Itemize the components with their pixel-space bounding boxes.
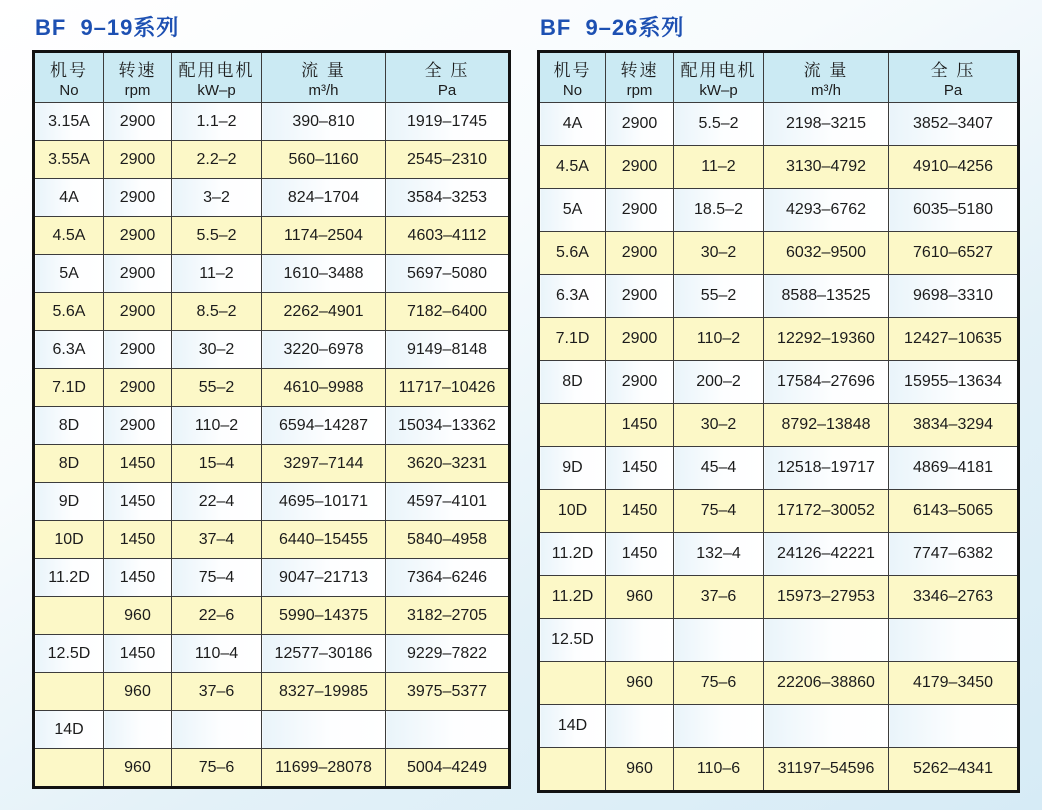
table-cell: 4293–6762 [764, 189, 889, 232]
table-cell: 4179–3450 [889, 662, 1019, 705]
table-cell: 1450 [104, 521, 172, 559]
table-cell: 4A [34, 179, 104, 217]
table-cell: 2900 [606, 146, 674, 189]
table-cell: 30–2 [172, 331, 262, 369]
table-cell: 5840–4958 [386, 521, 510, 559]
table-row [34, 331, 510, 369]
table-cell: 30–2 [674, 404, 764, 447]
table-cell: 1450 [104, 483, 172, 521]
table-cell: 12292–19360 [764, 318, 889, 361]
table-cell: 37–4 [172, 521, 262, 559]
table-cell: 960 [104, 673, 172, 711]
table-cell: 4603–4112 [386, 217, 510, 255]
table-cell: 14D [539, 705, 606, 748]
table-cell [34, 597, 104, 635]
table-row [539, 189, 1019, 232]
table-cell: 5.5–2 [674, 103, 764, 146]
table-cell: 1450 [606, 490, 674, 533]
table-cell: 6440–15455 [262, 521, 386, 559]
table-cell [889, 619, 1019, 662]
table-cell: 45–4 [674, 447, 764, 490]
header-row [34, 52, 510, 103]
header-row [539, 52, 1019, 103]
table-cell: 31197–54596 [764, 748, 889, 792]
table-cell: 3182–2705 [386, 597, 510, 635]
column-header-rpm [606, 52, 674, 103]
table-cell: 3975–5377 [386, 673, 510, 711]
table-cell: 3620–3231 [386, 445, 510, 483]
table-cell: 6.3A [539, 275, 606, 318]
table-cell: 3.15A [34, 103, 104, 141]
table-cell: 2900 [104, 255, 172, 293]
table-cell [104, 711, 172, 749]
table-cell: 3346–2763 [889, 576, 1019, 619]
table-cell [34, 749, 104, 788]
column-header-label-cn: 机号 [50, 61, 88, 80]
table-row [34, 711, 510, 749]
table-cell: 2900 [606, 103, 674, 146]
table-body [34, 103, 510, 788]
table-cell: 2900 [606, 318, 674, 361]
table-cell: 4695–10171 [262, 483, 386, 521]
table-cell: 960 [104, 749, 172, 788]
table-cell: 3297–7144 [262, 445, 386, 483]
table-cell: 1450 [104, 445, 172, 483]
table-cell: 2262–4901 [262, 293, 386, 331]
table-row [34, 445, 510, 483]
spec-table-bf9-19 [32, 50, 511, 789]
table-cell: 1610–3488 [262, 255, 386, 293]
column-header-m-h [262, 52, 386, 103]
table-cell: 5697–5080 [386, 255, 510, 293]
table-cell: 1.1–2 [172, 103, 262, 141]
table-cell: 7.1D [539, 318, 606, 361]
spec-table-bf9-26 [537, 50, 1020, 793]
table-cell: 9229–7822 [386, 635, 510, 673]
table-cell: 5.5–2 [172, 217, 262, 255]
table-cell: 132–4 [674, 533, 764, 576]
table-cell: 4597–4101 [386, 483, 510, 521]
table-cell: 110–4 [172, 635, 262, 673]
table-row [34, 103, 510, 141]
table-cell: 11.2D [539, 576, 606, 619]
table-cell: 22206–38860 [764, 662, 889, 705]
table-row [34, 369, 510, 407]
table-cell: 14D [34, 711, 104, 749]
column-header-label-cn: 配用电机 [680, 61, 757, 80]
table-row [34, 635, 510, 673]
table-cell: 11.2D [539, 533, 606, 576]
table-cell [386, 711, 510, 749]
table-row [539, 275, 1019, 318]
table-cell: 30–2 [674, 232, 764, 275]
table-cell: 2198–3215 [764, 103, 889, 146]
table-cell [674, 619, 764, 662]
table-row [539, 705, 1019, 748]
table-cell: 9149–8148 [386, 331, 510, 369]
table-row [34, 749, 510, 788]
column-header-label-unit: Pa [943, 82, 963, 99]
table-header [34, 52, 510, 103]
series-section-bf9-19 [32, 11, 511, 793]
table-cell: 11–2 [172, 255, 262, 293]
column-header-rpm [104, 52, 172, 103]
table-cell: 12518–19717 [764, 447, 889, 490]
table-cell [764, 705, 889, 748]
table-row [34, 217, 510, 255]
column-header-no [34, 52, 104, 103]
table-cell: 8792–13848 [764, 404, 889, 447]
table-cell: 37–6 [172, 673, 262, 711]
series-title-bf9-26: BF 9–26系列 [540, 15, 685, 40]
table-row [539, 447, 1019, 490]
table-row [539, 146, 1019, 189]
table-row [34, 673, 510, 711]
table-cell: 5004–4249 [386, 749, 510, 788]
table-cell: 824–1704 [262, 179, 386, 217]
table-cell: 200–2 [674, 361, 764, 404]
table-cell: 4.5A [34, 217, 104, 255]
table-cell: 4A [539, 103, 606, 146]
column-header-label-unit: No [59, 82, 79, 99]
table-cell: 17584–27696 [764, 361, 889, 404]
table-cell: 1919–1745 [386, 103, 510, 141]
column-header-label-unit: Pa [437, 82, 457, 99]
table-cell: 2900 [104, 369, 172, 407]
column-header-m-h [764, 52, 889, 103]
table-row [34, 179, 510, 217]
table-cell: 37–6 [674, 576, 764, 619]
table-cell [889, 705, 1019, 748]
table-cell: 9D [34, 483, 104, 521]
table-cell: 2900 [606, 189, 674, 232]
table-cell: 11–2 [674, 146, 764, 189]
table-cell: 11699–28078 [262, 749, 386, 788]
column-header-label-unit: m³/h [811, 82, 841, 99]
table-cell [262, 711, 386, 749]
table-cell [539, 404, 606, 447]
table-cell: 2900 [606, 361, 674, 404]
table-row [539, 361, 1019, 404]
table-cell: 9047–21713 [262, 559, 386, 597]
table-cell [674, 705, 764, 748]
table-cell: 12.5D [539, 619, 606, 662]
table-cell: 75–6 [674, 662, 764, 705]
table-cell: 1450 [606, 404, 674, 447]
series-section-bf9-26 [537, 11, 1020, 793]
column-header-kw-p [674, 52, 764, 103]
table-cell: 75–4 [674, 490, 764, 533]
column-header-label-unit: rpm [124, 82, 151, 99]
table-cell: 110–2 [674, 318, 764, 361]
table-cell: 2900 [104, 141, 172, 179]
table-body [539, 103, 1019, 792]
table-cell: 7610–6527 [889, 232, 1019, 275]
table-cell: 8D [34, 445, 104, 483]
column-header-label-unit: No [562, 82, 583, 99]
table-cell: 960 [606, 662, 674, 705]
table-cell: 6594–14287 [262, 407, 386, 445]
table-cell: 18.5–2 [674, 189, 764, 232]
table-cell: 8.5–2 [172, 293, 262, 331]
table-cell: 4.5A [539, 146, 606, 189]
table-cell: 3–2 [172, 179, 262, 217]
table-cell: 1450 [606, 533, 674, 576]
table-cell: 2900 [104, 179, 172, 217]
table-cell: 2900 [606, 232, 674, 275]
table-row [539, 103, 1019, 146]
table-row [34, 521, 510, 559]
table-cell: 22–6 [172, 597, 262, 635]
table-cell: 2900 [104, 331, 172, 369]
table-cell: 1174–2504 [262, 217, 386, 255]
table-cell: 5262–4341 [889, 748, 1019, 792]
table-row [539, 576, 1019, 619]
table-cell: 560–1160 [262, 141, 386, 179]
table-cell: 9698–3310 [889, 275, 1019, 318]
table-row [539, 490, 1019, 533]
table-cell: 110–2 [172, 407, 262, 445]
table-cell [606, 705, 674, 748]
table-cell: 390–810 [262, 103, 386, 141]
table-cell: 5A [539, 189, 606, 232]
table-cell: 6.3A [34, 331, 104, 369]
table-header [539, 52, 1019, 103]
table-cell [539, 662, 606, 705]
table-cell: 15034–13362 [386, 407, 510, 445]
column-header-label-cn: 全 压 [424, 61, 470, 80]
table-row [34, 597, 510, 635]
column-header-no [539, 52, 606, 103]
column-header-label-unit: kW–p [699, 82, 738, 99]
column-header-label-unit: kW–p [197, 82, 236, 99]
table-cell: 12427–10635 [889, 318, 1019, 361]
table-row [539, 662, 1019, 705]
table-row [539, 619, 1019, 662]
table-cell: 3220–6978 [262, 331, 386, 369]
table-cell: 10D [34, 521, 104, 559]
column-header-pa [386, 52, 510, 103]
table-cell: 10D [539, 490, 606, 533]
table-cell [34, 673, 104, 711]
table-cell: 3584–3253 [386, 179, 510, 217]
table-cell: 12.5D [34, 635, 104, 673]
table-cell: 2900 [104, 103, 172, 141]
column-header-label-cn: 机号 [553, 61, 592, 80]
table-cell: 960 [606, 576, 674, 619]
table-row [34, 293, 510, 331]
table-row [539, 748, 1019, 792]
table-cell: 24126–42221 [764, 533, 889, 576]
series-title-bf9-19: BF 9–19系列 [35, 15, 180, 40]
table-cell: 7364–6246 [386, 559, 510, 597]
table-cell: 15973–27953 [764, 576, 889, 619]
table-cell: 1450 [606, 447, 674, 490]
table-row [34, 407, 510, 445]
table-cell [539, 748, 606, 792]
table-cell: 5.6A [34, 293, 104, 331]
table-cell: 3.55A [34, 141, 104, 179]
table-cell: 7182–6400 [386, 293, 510, 331]
table-cell: 5990–14375 [262, 597, 386, 635]
table-cell: 1450 [104, 559, 172, 597]
table-cell: 8327–19985 [262, 673, 386, 711]
table-row [539, 318, 1019, 361]
table-cell: 6035–5180 [889, 189, 1019, 232]
table-cell: 4869–4181 [889, 447, 1019, 490]
column-header-kw-p [172, 52, 262, 103]
column-header-label-unit: m³/h [308, 82, 339, 99]
table-cell [606, 619, 674, 662]
table-cell: 22–4 [172, 483, 262, 521]
table-cell: 55–2 [172, 369, 262, 407]
table-cell: 2545–2310 [386, 141, 510, 179]
table-cell: 6032–9500 [764, 232, 889, 275]
table-cell: 1450 [104, 635, 172, 673]
table-cell: 2.2–2 [172, 141, 262, 179]
table-cell: 7.1D [34, 369, 104, 407]
table-row [539, 533, 1019, 576]
column-header-label-cn: 配用电机 [178, 61, 255, 80]
table-cell: 5.6A [539, 232, 606, 275]
table-cell: 2900 [104, 407, 172, 445]
table-cell [172, 711, 262, 749]
table-cell: 2900 [104, 293, 172, 331]
column-header-label-cn: 转速 [118, 61, 157, 80]
column-header-label-cn: 流 量 [301, 61, 346, 80]
table-cell: 110–6 [674, 748, 764, 792]
table-cell [764, 619, 889, 662]
table-cell: 5A [34, 255, 104, 293]
column-header-label-cn: 流 量 [803, 61, 849, 80]
table-cell: 8588–13525 [764, 275, 889, 318]
table-cell: 4910–4256 [889, 146, 1019, 189]
table-cell: 2900 [104, 217, 172, 255]
table-cell: 8D [539, 361, 606, 404]
table-cell: 3852–3407 [889, 103, 1019, 146]
table-cell: 2900 [606, 275, 674, 318]
column-header-label-unit: rpm [626, 82, 653, 99]
table-cell: 960 [606, 748, 674, 792]
table-row [539, 404, 1019, 447]
column-header-pa [889, 52, 1019, 103]
table-cell: 960 [104, 597, 172, 635]
table-row [34, 483, 510, 521]
table-cell: 3130–4792 [764, 146, 889, 189]
table-cell: 11.2D [34, 559, 104, 597]
column-header-label-cn: 全 压 [930, 61, 976, 80]
table-cell: 17172–30052 [764, 490, 889, 533]
table-row [539, 232, 1019, 275]
table-cell: 6143–5065 [889, 490, 1019, 533]
table-cell: 4610–9988 [262, 369, 386, 407]
table-cell: 3834–3294 [889, 404, 1019, 447]
table-cell: 12577–30186 [262, 635, 386, 673]
table-cell: 11717–10426 [386, 369, 510, 407]
table-cell: 7747–6382 [889, 533, 1019, 576]
table-cell: 55–2 [674, 275, 764, 318]
column-header-label-cn: 转速 [620, 61, 659, 80]
table-cell: 15–4 [172, 445, 262, 483]
table-cell: 75–6 [172, 749, 262, 788]
table-cell: 75–4 [172, 559, 262, 597]
table-row [34, 559, 510, 597]
table-row [34, 255, 510, 293]
table-cell: 8D [34, 407, 104, 445]
table-cell: 15955–13634 [889, 361, 1019, 404]
table-row [34, 141, 510, 179]
table-cell: 9D [539, 447, 606, 490]
